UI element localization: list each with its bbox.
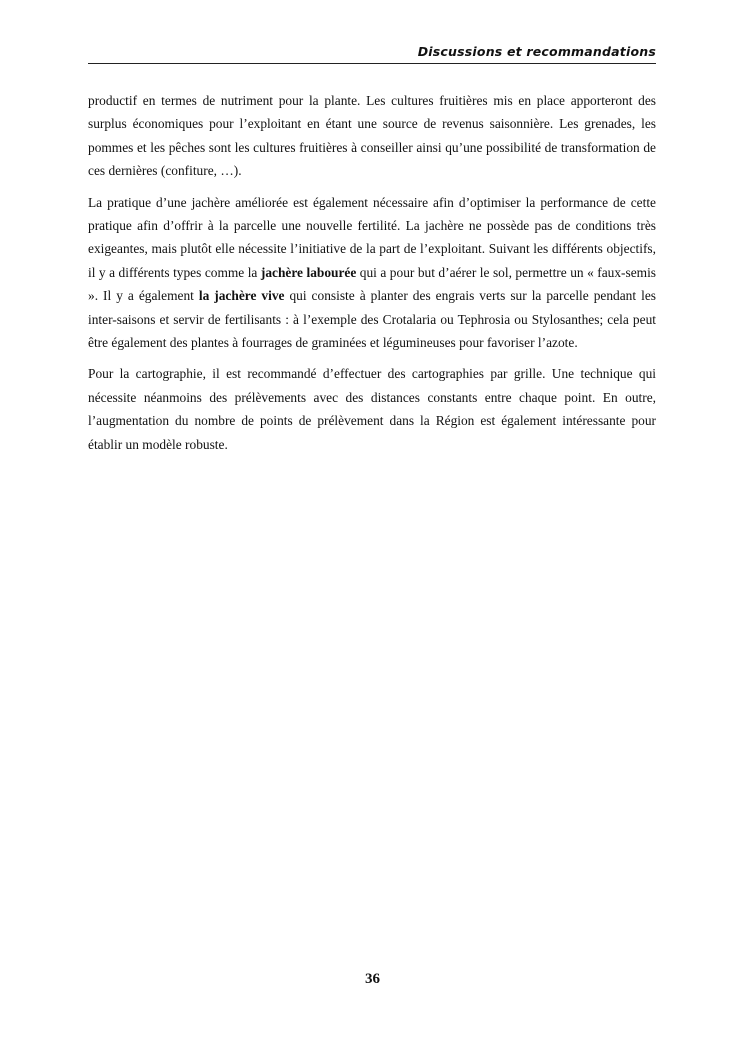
paragraph-2 [88, 191, 656, 355]
paragraph-1 [88, 89, 656, 183]
paragraph-3 [88, 362, 656, 456]
term-jachere-labouree: jachère labourée [260, 264, 357, 280]
page-number: 36 [365, 971, 380, 987]
running-header-title: Discussions et recommandations [417, 44, 656, 59]
header-rule [88, 63, 656, 64]
paragraph-1-text: productif en termes de nutriment pour la plante. Les cultures fruitières mis en place apporteront des surplus économiques pour l’exploitant en étant une source de revenus saisonnière. Les grenades, les pommes et les pêches sont les cultures fruitières à conseiller ainsi qu’une possibilité de transformation de ces dernières (confiture, …). [88, 93, 656, 179]
paragraph-2-part-d: qui consiste à planter des engrais verts sur la parcelle pendant les inter-saisons et servir de fertilisants : à l’exemple des Crotalaria ou Tephrosia ou Stylosanthes; cela peut être également des plantes à fourrages de graminées et légumineuses pour favoriser l’azote. [88, 288, 656, 351]
paragraph-3-text: Pour la cartographie, il est recommandé d’effectuer des cartographies par grille. Une technique qui nécessite néanmoins des prélèvements avec des distances constants entre chaque point. En outre, l’augmentation du nombre de points de prélèvement dans la Région est également intéressante pour établir un modèle robuste. [88, 366, 656, 452]
paragraph-2-part-a: La pratique d’une jachère améliorée est également nécessaire afin d’optimiser la performance de cette pratique afin d’offrir à la parcelle une nouvelle fertilité. La jachère ne possède pas de conditions très exigeantes, mais plutôt elle nécessite l’initiative de la part de l’exploitant. Suivant les différents objectifs, il y a différents types comme la [88, 194, 656, 280]
term-jachere-vive: la jachère vive [198, 288, 285, 304]
paragraph-2-part-c: qui a pour but d’aérer le sol, permettre un « faux-semis ». Il y a également [88, 264, 656, 304]
body-text [88, 89, 656, 464]
